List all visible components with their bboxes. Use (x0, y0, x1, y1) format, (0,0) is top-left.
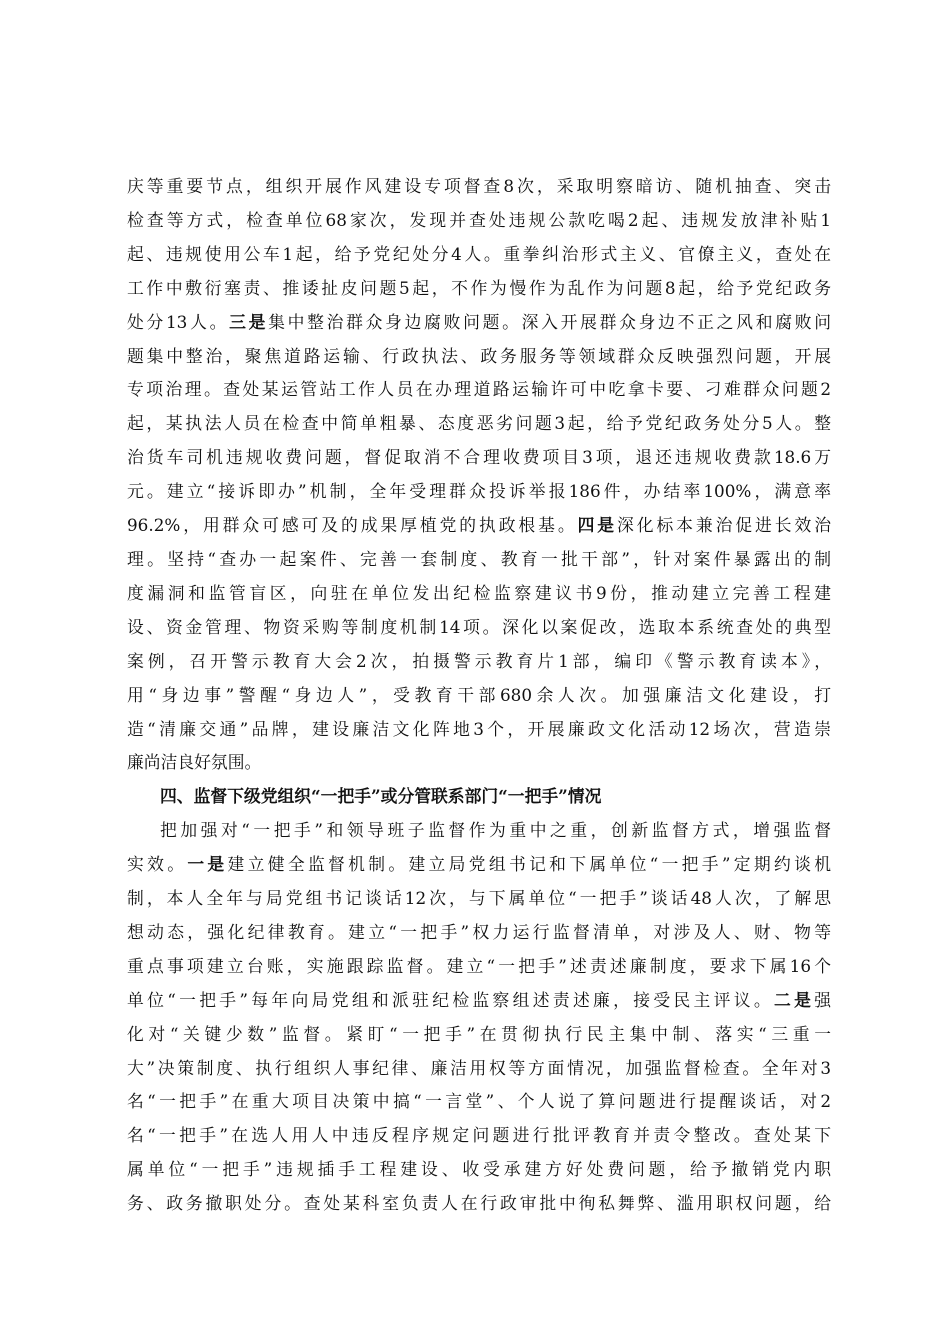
text-line: 务、政务撤职处分。查处某科室负责人在行政审批中徇私舞弊、滥用职权问题，给 (127, 1193, 831, 1214)
text-line: 元。建立“接诉即办”机制，全年受理群众投诉举报186件，办结率100%，满意率 (127, 481, 831, 502)
text-line: 化对“关键少数”监督。紧盯“一把手”在贯彻执行民主集中制、落实“三重一 (127, 1023, 831, 1044)
text-line: 起、违规使用公车1起，给予党纪处分4人。重拳纠治形式主义、官僚主义，查处在 (127, 243, 831, 264)
bold-marker-one: 一是 (187, 854, 228, 875)
text-line: 专项治理。查处某运管站工作人员在办理道路运输许可中吃拿卡要、刁难群众问题2 (127, 379, 831, 400)
text-line: 案例，召开警示教育大会2次，拍摄警示教育片1部，编印《警示教育读本》， (127, 650, 831, 671)
text-line: 制，本人全年与局党组书记谈话12次，与下属单位“一把手”谈话48人次，了解思 (127, 888, 831, 909)
text-run: 集中整治群众身边腐败问题。深入开展群众身边不正之风和腐败问 (268, 311, 831, 332)
text-line (127, 848, 831, 882)
text-run: 96.2%，用群众可感可及的成果厚植党的执政根基。 (127, 515, 578, 536)
text-line: 庆等重要节点，组织开展作风建设专项督查8次，采取明察暗访、随机抽查、突击 (127, 176, 831, 196)
text-line: 起，某执法人员在检查中简单粗暴、态度恶劣问题3起，给予党纪政务处分5人。整 (127, 413, 831, 434)
document-page (127, 170, 831, 1221)
text-line: 名“一把手”在选人用人中违反程序规定问题进行批评教育并责令整改。查处某下 (127, 1125, 831, 1146)
text-line: 廉尚洁良好氛围。 (127, 752, 262, 773)
text-line: 名“一把手”在重大项目决策中搞“一言堂”、个人说了算问题进行提醒谈话，对2 (127, 1091, 831, 1112)
text-line: 大”决策制度、执行组织人事纪律、廉洁用权等方面情况，加强监督检查。全年对3 (127, 1057, 831, 1078)
text-line: 造“清廉交通”品牌，建设廉洁文化阵地3个，开展廉政文化活动12场次，营造崇 (127, 718, 831, 739)
text-run: 深化标本兼治促进长效治 (617, 515, 831, 536)
text-line: 想动态，强化纪律教育。建立“一把手”权力运行监督清单，对涉及人、财、物等 (127, 921, 831, 942)
text-line: 重点事项建立台账，实施跟踪监督。建立“一把手”述责述廉制度，要求下属16个 (127, 955, 831, 976)
text-line: 设、资金管理、物资采购等制度机制14项。深化以案促改，选取本系统查处的典型 (127, 616, 831, 637)
text-run: 处分13人。 (127, 311, 230, 332)
text-line: 度漏洞和监管盲区，向驻在单位发出纪检监察建议书9份，推动建立完善工程建 (127, 582, 831, 603)
bold-marker-three: 三是 (229, 311, 269, 332)
text-line: 用“身边事”警醒“身边人”，受教育干部680余人次。加强廉洁文化建设，打 (127, 684, 831, 705)
text-line: 治货车司机违规收费问题，督促取消不合理收费项目3项，退还违规收费款18.6万 (127, 447, 831, 468)
section-heading-4: 四、监督下级党组织“一把手”或分管联系部门“一把手”情况 (160, 786, 602, 807)
text-line: 检查等方式，检查单位68家次，发现并查处违规公款吃喝2起、违规发放津补贴1 (127, 209, 831, 230)
paragraph-discipline-rectification (127, 170, 831, 780)
bold-marker-four: 四是 (577, 515, 618, 536)
text-run: 强 (814, 989, 831, 1010)
text-line: 理。坚持“查办一起案件、完善一套制度、教育一批干部”，针对案件暴露出的制 (127, 548, 831, 569)
bold-marker-two: 二是 (773, 989, 815, 1010)
text-line (127, 509, 831, 543)
paragraph-top-leader-supervision (127, 814, 831, 1221)
text-line: 属单位“一把手”违规插手工程建设、收受承建方好处费问题，给予撤销党内职 (127, 1159, 831, 1180)
text-line: 题集中整治，聚焦道路运输、行政执法、政务服务等领域群众反映强烈问题，开展 (127, 345, 831, 366)
text-run: 单位“一把手”每年向局党组和派驻纪检监察组述责述廉，接受民主评议。 (127, 989, 774, 1010)
text-line (127, 984, 831, 1018)
text-run: 实效。 (127, 854, 188, 875)
text-line: 工作中敷衍塞责、推诿扯皮问题5起，不作为慢作为乱作为问题8起，给予党纪政务 (127, 277, 831, 298)
text-run: 建立健全监督机制。建立局党组书记和下属单位“一把手”定期约谈机 (227, 854, 831, 875)
text-line (127, 306, 831, 340)
text-line: 把加强对“一把手”和领导班子监督作为重中之重，创新监督方式，增强监督 (160, 820, 831, 841)
